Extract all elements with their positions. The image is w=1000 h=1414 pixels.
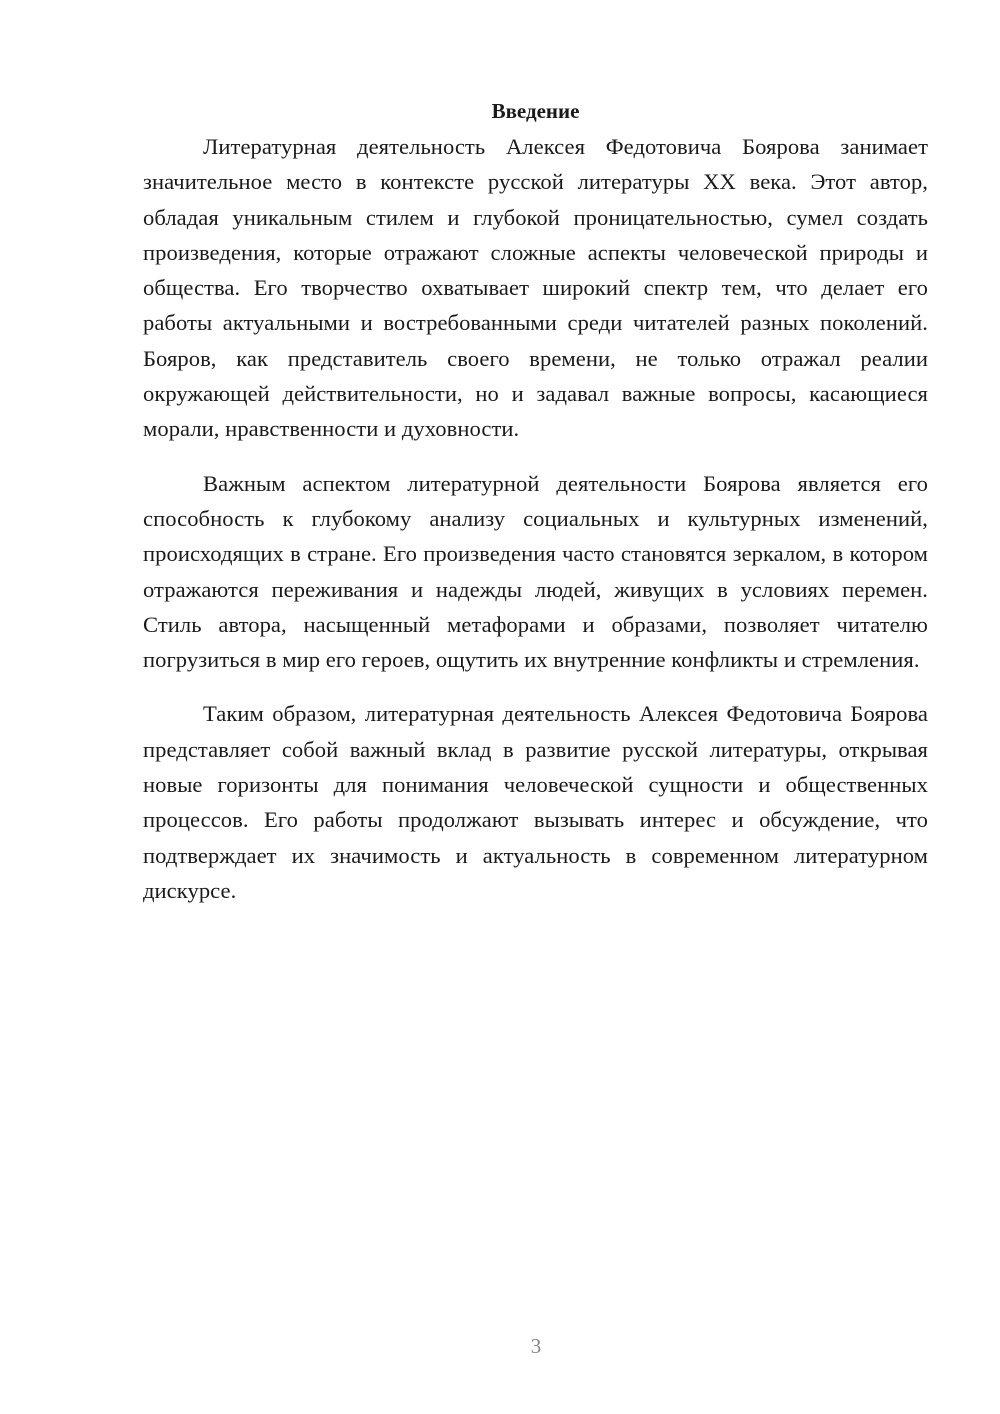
page-content xyxy=(143,94,928,927)
paragraph-2: Важным аспектом литературной деятельности Боярова является его способность к глубокому анализу социальных и культурных изменений, происходящих в стране. Его произведения часто становятся зеркалом, в котором отражаются переживания и надежды людей, живущих в условиях перемен. Стиль автора, насыщенный метафорами и образами, позволяет читателю погрузиться в мир его героев, ощутить их внутренние конфликты и стремления. xyxy=(143,470,928,673)
paragraph-3: Таким образом, литературная деятельность Алексея Федотовича Боярова представляет собой важный вклад в развитие русской литературы, открывая новые горизонты для понимания человеческой сущности и общественных процессов. Его работы продолжают вызывать интерес и обсуждение, что подтверждает их значимость и актуальность в современном литературном дискурсе. xyxy=(143,701,928,903)
section-heading: Введение xyxy=(491,99,580,123)
paragraph-1: Литературная деятельность Алексея Федотовича Боярова занимает значительное место в контексте русской литературы XX века. Этот автор, обладая уникальным стилем и глубокой проницательностью, сумел создать произведения, которые отражают сложные аспекты человеческой природы и общества. Его творчество охватывает широкий спектр тем, что делает его работы актуальными и востребованными среди читателей разных поколений. Бояров, как представитель своего времени, не только отражал реалии окружающей действительности, но и задавал важные вопросы, касающиеся морали, нравственности и духовности. xyxy=(143,134,928,442)
page-number: 3 xyxy=(530,1334,542,1358)
